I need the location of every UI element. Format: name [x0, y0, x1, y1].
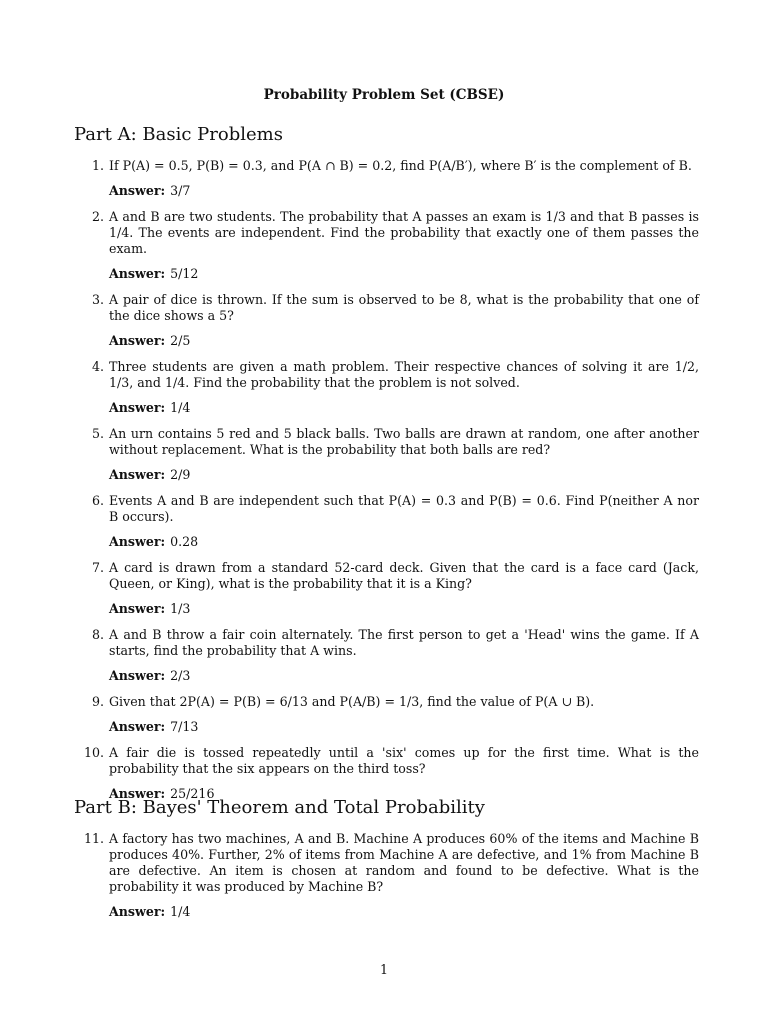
problem-number: 2.: [91, 209, 104, 224]
answer-value: 2/5: [170, 333, 191, 348]
problem-item: [0, 493, 768, 550]
problem-number: 3.: [91, 292, 104, 307]
section-title-part-a: Part A: Basic Problems: [74, 124, 283, 145]
problem-item: [0, 745, 768, 802]
answer-label: Answer:: [109, 333, 166, 348]
document-title: Probability Problem Set (CBSE): [263, 87, 505, 103]
problem-item: [0, 627, 768, 684]
problem-item: [0, 694, 768, 735]
problem-number: 1.: [91, 158, 104, 173]
answer-line: [109, 467, 768, 483]
problem-number: 8.: [91, 627, 104, 642]
answer-value: 5/12: [170, 266, 199, 281]
answer-line: [109, 333, 768, 349]
problem-item: [0, 359, 768, 416]
answer-value: 25/216: [170, 786, 215, 801]
answer-label: Answer:: [109, 400, 166, 415]
problem-text: Events A and B are independent such that P(A) = 0.3 and P(B) = 0.6. Find P(neither A nor B occurs).: [109, 493, 699, 524]
problem-text: A and B throw a fair coin alternately. The first person to get a 'Head' wins the game. If A starts, find the probability that A wins.: [109, 627, 699, 658]
problem-number: 10.: [83, 745, 104, 760]
problem-text: A pair of dice is thrown. If the sum is observed to be 8, what is the probability that one of the dice shows a 5?: [109, 292, 699, 323]
answer-line: [109, 183, 768, 199]
problem-number: 9.: [91, 694, 104, 709]
answer-line: [109, 904, 768, 920]
answer-label: Answer:: [109, 904, 166, 919]
problem-number: 4.: [91, 359, 104, 374]
answer-label: Answer:: [109, 183, 166, 198]
problem-text: Given that 2P(A) = P(B) = 6/13 and P(A/B) = 1/3, find the value of P(A ∪ B).: [109, 694, 595, 709]
answer-value: 3/7: [170, 183, 191, 198]
answer-value: 1/4: [170, 904, 191, 919]
problem-number: 7.: [91, 560, 104, 575]
answer-value: 1/3: [170, 601, 191, 616]
problem-number: 5.: [91, 426, 104, 441]
answer-label: Answer:: [109, 786, 166, 801]
problem-text: A and B are two students. The probability that A passes an exam is 1/3 and that B passes is 1/4. The events are independent. Find the probability that exactly one of them passes the exam.: [109, 209, 699, 256]
problem-item: [0, 831, 768, 920]
problem-text: Three students are given a math problem. Their respective chances of solving it are 1/2, 1/3, and 1/4. Find the probability that the problem is not solved.: [109, 359, 699, 390]
answer-label: Answer:: [109, 467, 166, 482]
problem-text: A card is drawn from a standard 52-card deck. Given that the card is a face card (Jack, Queen, or King), what is the probability that it is a King?: [109, 560, 699, 591]
problem-text: A fair die is tossed repeatedly until a 'six' comes up for the first time. What is the probability that the six appears on the third toss?: [109, 745, 699, 776]
answer-line: [109, 668, 768, 684]
page-number: 1: [379, 962, 388, 977]
section-title-part-b: Part B: Bayes' Theorem and Total Probability: [74, 797, 485, 818]
answer-line: [109, 534, 768, 550]
problem-item: [0, 209, 768, 282]
answer-label: Answer:: [109, 601, 166, 616]
answer-value: 0.28: [170, 534, 199, 549]
answer-value: 2/3: [170, 668, 191, 683]
problem-item: [0, 158, 768, 199]
answer-label: Answer:: [109, 668, 166, 683]
problem-item: [0, 292, 768, 349]
problem-item: [0, 426, 768, 483]
problem-number: 11.: [83, 831, 104, 846]
problem-number: 6.: [91, 493, 104, 508]
answer-value: 1/4: [170, 400, 191, 415]
answer-line: [109, 719, 768, 735]
answer-line: [109, 400, 768, 416]
problem-text: A factory has two machines, A and B. Machine A produces 60% of the items and Machine B produces 40%. Further, 2% of items from Machine A are defective, and 1% from Machine B are defective. An item is chosen at random and found to be defective. What is the probability it was produced by Machine B?: [109, 831, 699, 894]
answer-value: 7/13: [170, 719, 199, 734]
answer-label: Answer:: [109, 266, 166, 281]
problem-text: If P(A) = 0.5, P(B) = 0.3, and P(A ∩ B) = 0.2, find P(A/B′), where B′ is the complement of B.: [109, 158, 692, 173]
problem-item: [0, 560, 768, 617]
answer-line: [109, 266, 768, 282]
answer-label: Answer:: [109, 719, 166, 734]
problem-list-part-b: [0, 831, 768, 930]
answer-value: 2/9: [170, 467, 191, 482]
answer-line: [109, 601, 768, 617]
problem-text: An urn contains 5 red and 5 black balls. Two balls are drawn at random, one after another without replacement. What is the probability that both balls are red?: [109, 426, 699, 457]
answer-label: Answer:: [109, 534, 166, 549]
problem-list-part-a: [0, 158, 768, 812]
